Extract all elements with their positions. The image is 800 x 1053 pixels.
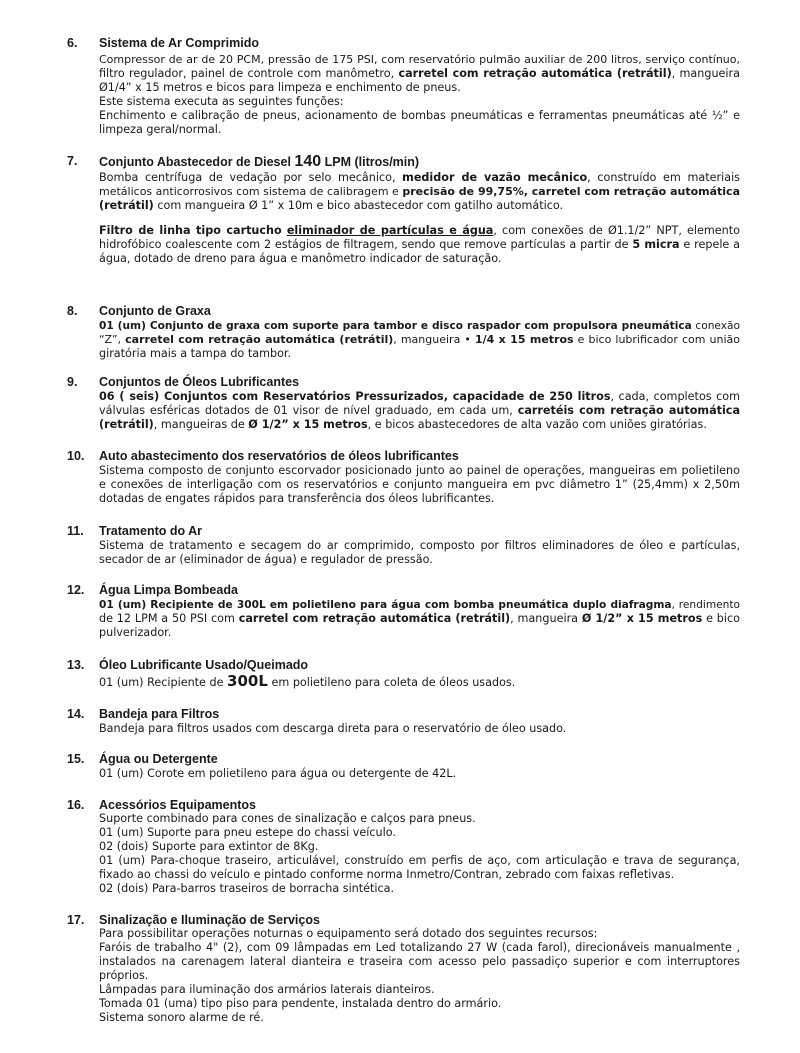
section-title: Sistema de Ar Comprimido — [99, 36, 259, 50]
text-line: “Z”, carretel com retração automática (retrátil), mangueira • 1/4 x 15 metros e bico lubrificador com união — [99, 333, 741, 346]
text-line: (retrátil), mangueiras de Ø 1/2” x 15 metros, e bicos abastecedores de alta vazão com uniões giratórias. — [99, 418, 707, 431]
section-title: Tratamento do Ar — [99, 524, 203, 538]
text-line: válvulas esféricas dotados de 01 visor de nível graduado, em cada um, carretéis com retração automática — [99, 404, 740, 417]
section-number: 11. — [67, 524, 84, 538]
section-number: 10. — [67, 449, 85, 463]
text-line: 01 (um) Corote em polietileno para água ou detergente de 42L. — [99, 767, 457, 780]
text-line: Faróis de trabalho 4" (2), com 09 lâmpadas em Led totalizando 27 W (cada farol), direcionáveis manualmente , — [99, 941, 740, 954]
text-line: filtro regulador, painel de controle com manômetro, carretel com retração automática (retrátil), mangueira — [99, 67, 740, 80]
text-line: Este sistema executa as seguintes funções: — [99, 95, 344, 108]
section-title: Conjuntos de Óleos Lubrificantes — [99, 375, 300, 389]
section-title: Água Limpa Bombeada — [99, 583, 238, 597]
text-line: 01 (um) Recipiente de 300L em polietileno para água com bomba pneumática duplo diafragma, rendimento — [99, 599, 741, 611]
text-line: 02 (dois) Para-barros traseiros de borracha sintética. — [99, 882, 395, 895]
section-number: 14. — [67, 707, 85, 721]
section-title: Óleo Lubrificante Usado/Queimado — [99, 658, 309, 672]
text-line: (retrátil) com mangueira Ø 1” x 10m e bico abastecedor com gatilho automático. — [99, 199, 564, 212]
section-number: 7. — [67, 154, 78, 168]
text-line: e conexões de interligação com os reservatórios e conjunto mangueira em pvc diâmetro 1” (25,4mm) x 2,50m — [99, 478, 740, 491]
text-line: Para possibilitar operações noturnas o equipamento será dotado dos seguintes recursos: — [99, 927, 598, 940]
section-number: 12. — [67, 583, 85, 597]
text-line: Compressor de ar de 20 PCM, pressão de 175 PSI, com reservatório pulmão auxiliar de 200 litros, serviço contínuo, — [99, 53, 740, 66]
text-line: pulverizador. — [99, 626, 172, 639]
text-line: instalados na carenagem lateral dianteira e traseira com acesso pelo passadiço superior e com interruptores — [99, 955, 740, 968]
text-line: giratória mais a tampa do tambor. — [99, 347, 292, 360]
text-line: 01 (um) Suporte para pneu estepe do chassi veículo. — [99, 826, 396, 839]
text-line: metálicos anticorrosivos com sistema de calibragem e precisão de 99,75%, carretel com retração automática — [99, 185, 741, 198]
text-line: Sistema composto de conjunto escorvador posicionado junto ao painel de operações, mangueiras em polietileno — [99, 464, 740, 477]
section-title: Conjunto de Graxa — [99, 304, 211, 318]
section-number: 13. — [67, 658, 85, 672]
text-line: água, dotado de dreno para água e manômetro indicador de saturação. — [99, 252, 502, 265]
text-line: Lâmpadas para iluminação dos armários laterais dianteiros. — [99, 983, 435, 996]
text-line: 01 (um) Conjunto de graxa com suporte para tambor e disco raspador com propulsora pneumática conexão — [99, 320, 740, 332]
text-line: 06 ( seis) Conjuntos com Reservatórios Pressurizados, capacidade de 250 litros, cada, completos com — [99, 390, 741, 403]
section-title: Bandeja para Filtros — [99, 707, 220, 721]
text-line: Suporte combinado para cones de sinalização e calços para pneus. — [99, 812, 476, 825]
section-title: Acessórios Equipamentos — [99, 798, 256, 812]
text-line: Ø1/4” x 15 metros e bicos para limpeza e enchimento de pneus. — [99, 81, 461, 94]
section-title: Conjunto Abastecedor de Diesel 140 LPM (litros/min) — [99, 153, 420, 170]
text-line: 02 (dois) Suporte para extintor de 8Kg. — [99, 840, 319, 853]
text-line: limpeza geral/normal. — [99, 123, 222, 136]
text-line: Bomba centrífuga de vedação por selo mecânico, medidor de vazão mecânico, construído em materiais — [99, 171, 741, 184]
text-line: Sistema de tratamento e secagem do ar comprimido, composto por filtros eliminadores de óleo e partículas, — [99, 539, 740, 552]
text-line: Filtro de linha tipo cartucho eliminador de partículas e água, com conexões de Ø1.1/2” NPT, elemento — [99, 224, 740, 237]
text-line: fixado ao chassi do veículo e pintado conforme norma Inmetro/Contran, zebrado com faixas refletivas. — [99, 868, 675, 881]
text-line: de 12 LPM a 50 PSI com carretel com retração automática (retrátil), mangueira Ø 1/2” x 15 metros e bico — [99, 612, 740, 625]
text-line: secador de ar (eliminador de água) e regulador de pressão. — [99, 553, 433, 566]
text-line: Tomada 01 (uma) tipo piso para pendente, instalada dentro do armário. — [99, 997, 502, 1010]
text-line: 01 (um) Recipiente de 300L em polietileno para coleta de óleos usados. — [99, 672, 516, 690]
text-line: hidrofóbico coalescente com 2 estágios de filtragem, sendo que remove partículas a partir de 5 micra e repele a — [99, 238, 741, 251]
section-number: 16. — [67, 798, 85, 812]
section-number: 17. — [67, 913, 85, 927]
text-line: Sistema sonoro alarme de ré. — [99, 1011, 264, 1024]
section-title: Sinalização e Iluminação de Serviços — [99, 913, 320, 927]
section-title: Água ou Detergente — [99, 752, 218, 766]
text-line: 01 (um) Para-choque traseiro, articulável, construído em perfis de aço, com articulação e trava de segurança, — [99, 854, 740, 867]
text-line: Bandeja para filtros usados com descarga direta para o reservatório de óleo usado. — [99, 722, 567, 735]
section-number: 8. — [67, 304, 78, 318]
text-line: dotadas de engates rápidos para transferência dos óleos lubrificantes. — [99, 492, 495, 505]
section-number: 9. — [67, 375, 78, 389]
section-title: Auto abastecimento dos reservatórios de óleos lubrificantes — [99, 449, 459, 463]
text-line: próprios. — [99, 969, 149, 982]
section-number: 6. — [67, 36, 78, 50]
section-number: 15. — [67, 752, 85, 766]
text-line: Enchimento e calibração de pneus, acionamento de bombas pneumáticas e ferramentas pneumáticas até ½” e — [99, 109, 740, 122]
